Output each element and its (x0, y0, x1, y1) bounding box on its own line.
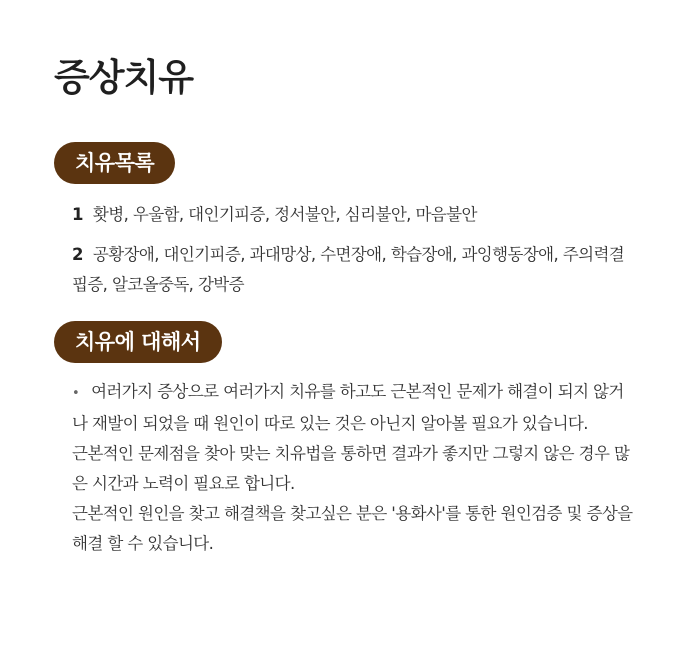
about-list (60, 377, 636, 559)
list-item (60, 240, 636, 300)
section-heading-about-cure: 치유에 대해서 (54, 321, 222, 363)
paragraph-text: 여러가지 증상으로 여러가지 치유를 하고도 근본적인 문제가 해결이 되지 않거나 재발이 되었을 때 원인이 따로 있는 것은 아닌지 알아볼 필요가 있습니다. (72, 382, 624, 433)
list-item-text: 홧병, 우울함, 대인기피증, 정서불안, 심리불안, 마음불안 (92, 205, 477, 224)
list-item (60, 377, 636, 559)
paragraph-text: 근본적인 문제점을 찾아 맞는 치유법을 통하면 결과가 좋지만 그렇지 않은 경우 많은 시간과 노력이 필요로 합니다. (72, 444, 630, 493)
section-heading-cure-list: 치유목록 (54, 142, 175, 184)
paragraph-text: 근본적인 원인을 찾고 해결책을 찾고싶은 분은 '용화사'를 통한 원인검증 및 증상을 해결 할 수 있습니다. (72, 504, 633, 553)
cure-list (60, 200, 636, 310)
list-item-text: 공황장애, 대인기피증, 과대망상, 수면장애, 학습장애, 과잉행동장애, 주의력결핍증, 알코올중독, 강박증 (72, 245, 625, 294)
list-item (60, 200, 636, 230)
list-item-number: 2 (72, 245, 83, 264)
page-title: 증상치유 (54, 56, 193, 99)
bullet-icon: • (72, 386, 80, 401)
list-item-number: 1 (72, 205, 83, 224)
